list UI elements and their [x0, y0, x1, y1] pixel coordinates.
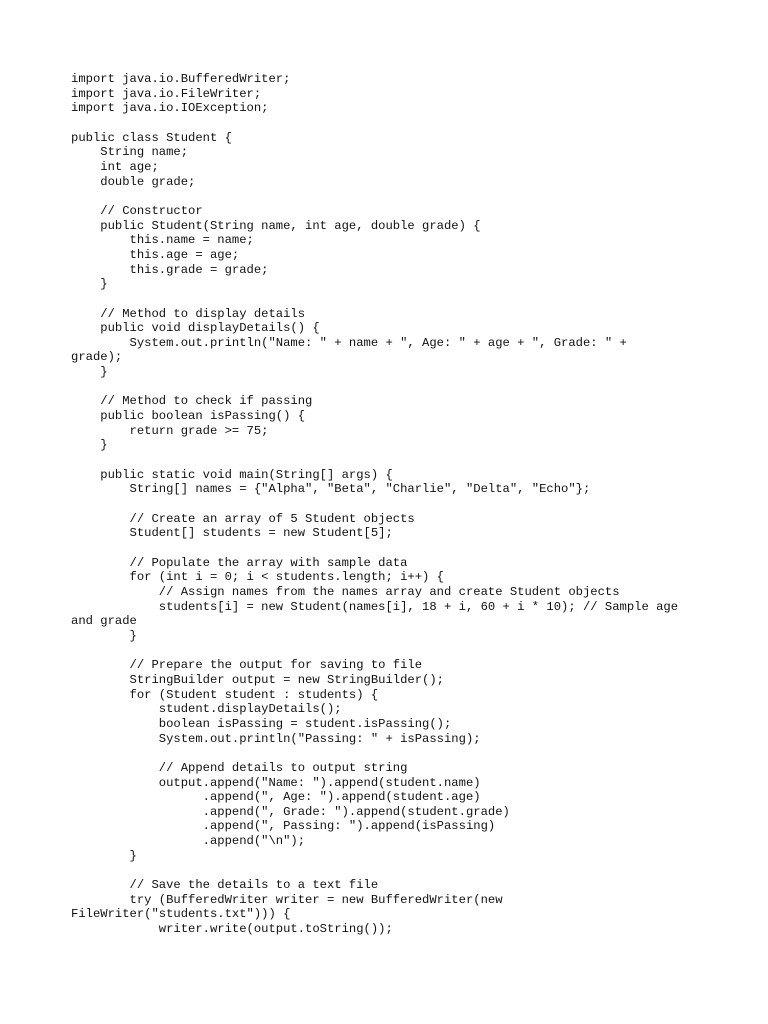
code-line: // Append details to output string: [71, 760, 408, 775]
code-line: double grade;: [71, 174, 196, 189]
code-line: [71, 453, 678, 468]
code-line: [71, 746, 678, 761]
code-line: .append(", Passing: ").append(isPassing): [71, 819, 496, 834]
code-line: writer.write(output.toString());: [71, 922, 393, 937]
code-line: return grade >= 75;: [71, 423, 269, 438]
code-line: for (Student student : students) {: [71, 687, 379, 702]
code-line: public class Student {: [71, 130, 232, 145]
code-line: // Constructor: [71, 203, 203, 218]
code-line: boolean isPassing = student.isPassing();: [71, 716, 452, 731]
code-line: this.age = age;: [71, 247, 240, 262]
code-line: }: [71, 848, 137, 863]
code-line: Student[] students = new Student[5];: [71, 526, 393, 541]
code-line: // Method to check if passing: [71, 394, 313, 409]
code-line: // Populate the array with sample data: [71, 555, 408, 570]
code-line: grade);: [71, 350, 123, 365]
code-line: [71, 863, 678, 878]
code-line: import java.io.FileWriter;: [71, 86, 262, 101]
code-line: try (BufferedWriter writer = new BufferedWriter(new: [71, 892, 503, 907]
code-line: students[i] = new Student(names[i], 18 + i, 60 + i * 10); // Sample age: [71, 599, 679, 614]
code-line: }: [71, 365, 108, 380]
code-line: .append("\n");: [71, 834, 306, 849]
code-line: output.append("Name: ").append(student.name): [71, 775, 481, 790]
code-line: and grade: [71, 614, 137, 629]
code-line: student.displayDetails();: [71, 702, 342, 717]
code-line: int age;: [71, 159, 159, 174]
code-line: this.name = name;: [71, 233, 254, 248]
code-line: public static void main(String[] args) {: [71, 467, 393, 482]
code-line: FileWriter("students.txt"))) {: [71, 907, 291, 922]
code-line: System.out.println("Passing: " + isPassing);: [71, 731, 481, 746]
code-line: // Assign names from the names array and create Student objects: [71, 584, 620, 599]
code-line: [71, 497, 678, 512]
code-line: this.grade = grade;: [71, 262, 269, 277]
code-line: // Create an array of 5 Student objects: [71, 511, 415, 526]
code-line: [71, 116, 678, 131]
code-line: System.out.println("Name: " + name + ", Age: " + age + ", Grade: " +: [71, 335, 627, 350]
code-line: StringBuilder output = new StringBuilder();: [71, 672, 444, 687]
code-line: for (int i = 0; i < students.length; i++) {: [71, 570, 444, 585]
code-line: // Method to display details: [71, 306, 306, 321]
code-line: [71, 541, 678, 556]
code-line: [71, 644, 678, 659]
code-line: [71, 189, 678, 204]
code-line: }: [71, 438, 108, 453]
code-line: // Save the details to a text file: [71, 878, 379, 893]
code-line: import java.io.BufferedWriter;: [71, 72, 291, 86]
code-line: String[] names = {"Alpha", "Beta", "Charlie", "Delta", "Echo"};: [71, 482, 591, 497]
code-line: }: [71, 628, 137, 643]
code-line: // Prepare the output for saving to file: [71, 658, 423, 673]
code-line: .append(", Age: ").append(student.age): [71, 790, 481, 805]
code-line: public boolean isPassing() {: [71, 409, 306, 424]
code-line: public Student(String name, int age, double grade) {: [71, 218, 481, 233]
code-listing: [71, 72, 678, 937]
code-line: [71, 380, 678, 395]
code-line: .append(", Grade: ").append(student.grade): [71, 804, 510, 819]
code-line: public void displayDetails() {: [71, 321, 320, 336]
code-line: [71, 292, 678, 307]
code-line: import java.io.IOException;: [71, 101, 269, 116]
code-line: }: [71, 277, 108, 292]
code-line: String name;: [71, 145, 189, 160]
